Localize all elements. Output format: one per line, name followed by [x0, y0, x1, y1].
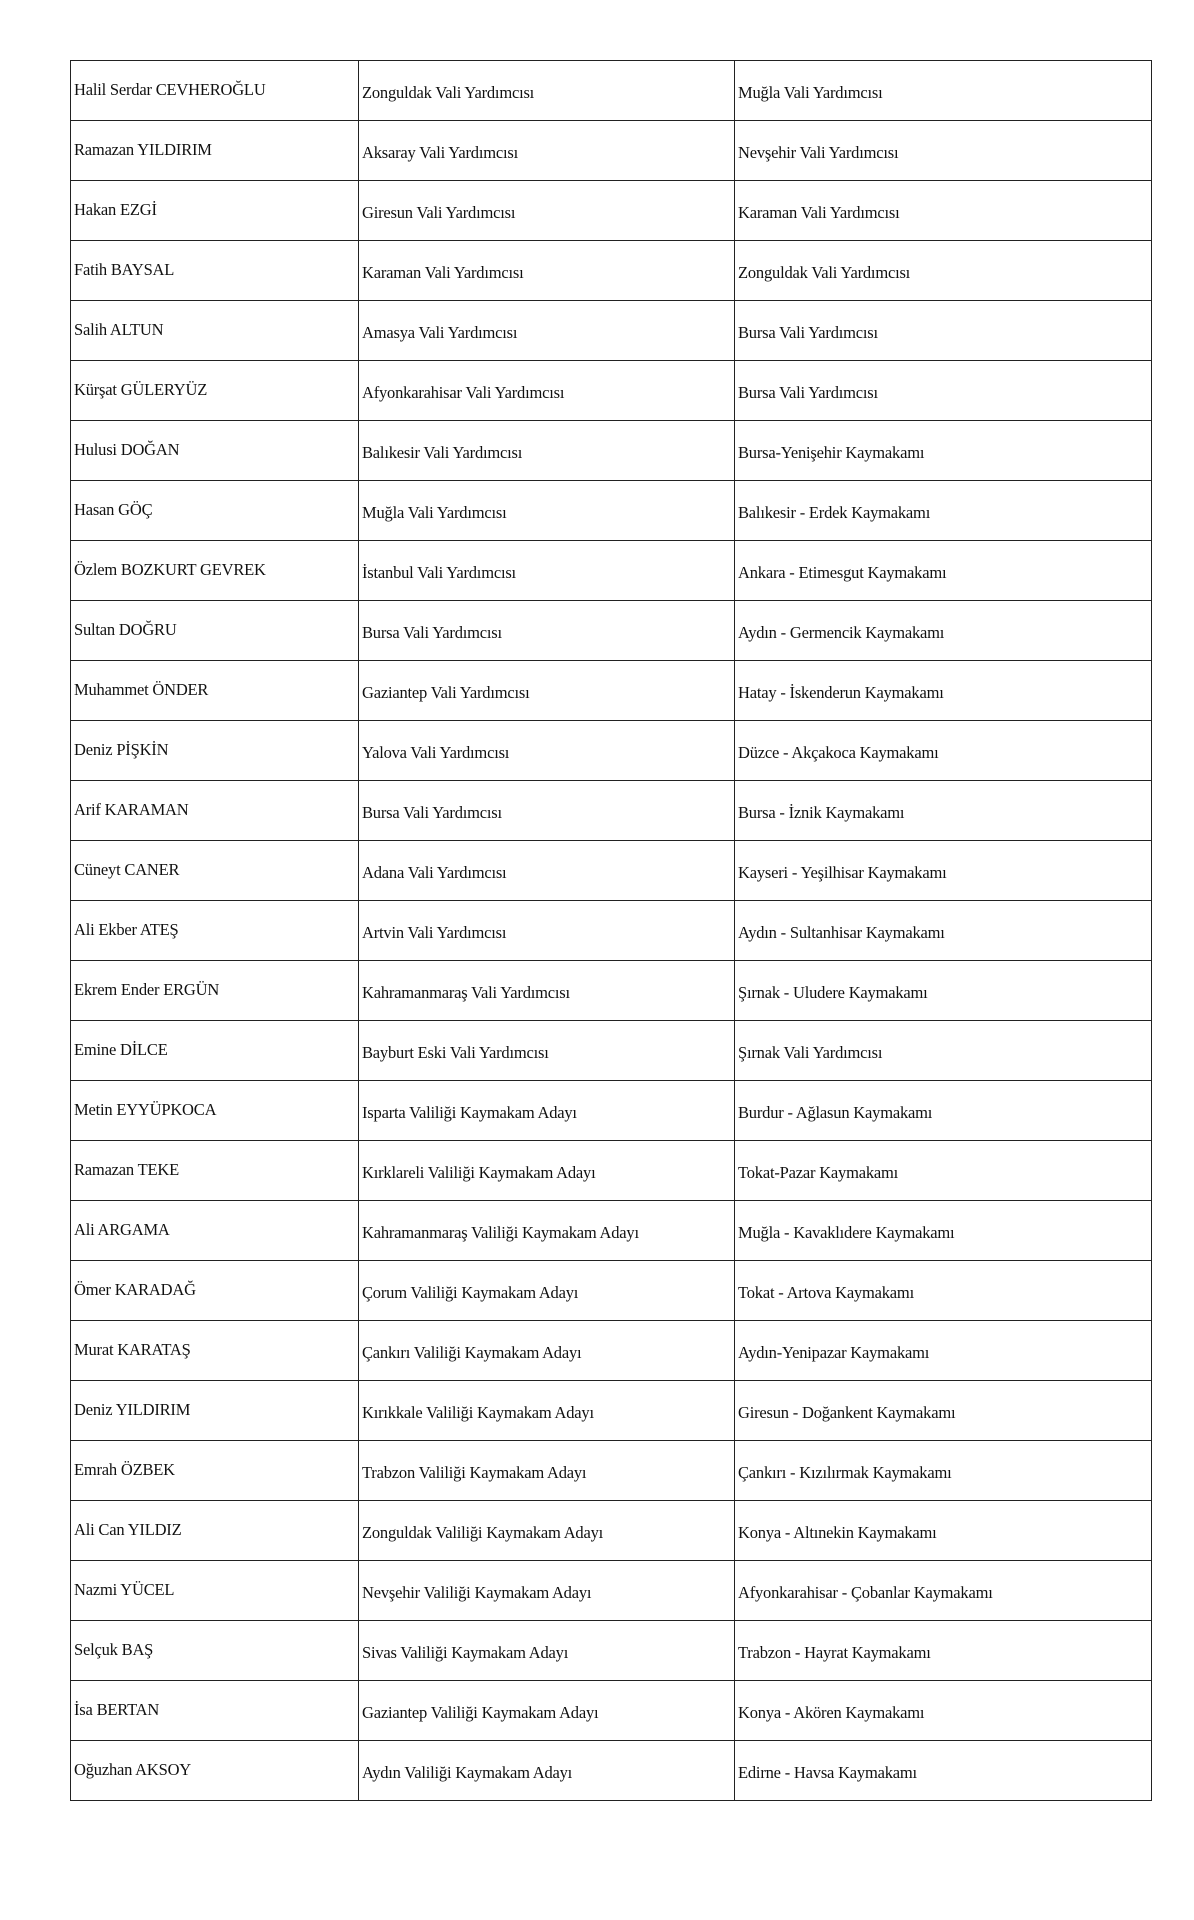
new-position-cell: Trabzon - Hayrat Kaymakamı — [735, 1621, 1152, 1681]
table-row — [71, 1201, 1152, 1261]
person-name-cell: Ali Ekber ATEŞ — [71, 901, 359, 961]
new-position-cell: Çankırı - Kızılırmak Kaymakamı — [735, 1441, 1152, 1501]
current-position-cell: Isparta Valiliği Kaymakam Adayı — [359, 1081, 735, 1141]
current-position-cell: Çorum Valiliği Kaymakam Adayı — [359, 1261, 735, 1321]
current-position-cell: Afyonkarahisar Vali Yardımcısı — [359, 361, 735, 421]
new-position-cell: Zonguldak Vali Yardımcısı — [735, 241, 1152, 301]
person-name-cell: Özlem BOZKURT GEVREK — [71, 541, 359, 601]
new-position-cell: Ankara - Etimesgut Kaymakamı — [735, 541, 1152, 601]
person-name-cell: Muhammet ÖNDER — [71, 661, 359, 721]
table-row — [71, 1441, 1152, 1501]
current-position-cell: Zonguldak Valiliği Kaymakam Adayı — [359, 1501, 735, 1561]
new-position-cell: Konya - Altınekin Kaymakamı — [735, 1501, 1152, 1561]
current-position-cell: Karaman Vali Yardımcısı — [359, 241, 735, 301]
person-name-cell: Murat KARATAŞ — [71, 1321, 359, 1381]
person-name-cell: Emrah ÖZBEK — [71, 1441, 359, 1501]
current-position-cell: Trabzon Valiliği Kaymakam Adayı — [359, 1441, 735, 1501]
new-position-cell: Muğla Vali Yardımcısı — [735, 61, 1152, 121]
person-name-cell: Ekrem Ender ERGÜN — [71, 961, 359, 1021]
new-position-cell: Karaman Vali Yardımcısı — [735, 181, 1152, 241]
appointments-table-body — [71, 61, 1152, 1801]
current-position-cell: Çankırı Valiliği Kaymakam Adayı — [359, 1321, 735, 1381]
table-row — [71, 1081, 1152, 1141]
current-position-cell: Artvin Vali Yardımcısı — [359, 901, 735, 961]
current-position-cell: Sivas Valiliği Kaymakam Adayı — [359, 1621, 735, 1681]
new-position-cell: Bursa-Yenişehir Kaymakamı — [735, 421, 1152, 481]
new-position-cell: Aydın - Germencik Kaymakamı — [735, 601, 1152, 661]
current-position-cell: İstanbul Vali Yardımcısı — [359, 541, 735, 601]
person-name-cell: Ömer KARADAĞ — [71, 1261, 359, 1321]
current-position-cell: Kahramanmaraş Vali Yardımcısı — [359, 961, 735, 1021]
table-row — [71, 1021, 1152, 1081]
person-name-cell: İsa BERTAN — [71, 1681, 359, 1741]
current-position-cell: Balıkesir Vali Yardımcısı — [359, 421, 735, 481]
table-row — [71, 661, 1152, 721]
new-position-cell: Bursa - İznik Kaymakamı — [735, 781, 1152, 841]
table-row — [71, 1561, 1152, 1621]
current-position-cell: Gaziantep Vali Yardımcısı — [359, 661, 735, 721]
person-name-cell: Ramazan TEKE — [71, 1141, 359, 1201]
new-position-cell: Kayseri - Yeşilhisar Kaymakamı — [735, 841, 1152, 901]
table-row — [71, 1321, 1152, 1381]
table-row — [71, 241, 1152, 301]
new-position-cell: Aydın-Yenipazar Kaymakamı — [735, 1321, 1152, 1381]
person-name-cell: Hulusi DOĞAN — [71, 421, 359, 481]
current-position-cell: Zonguldak Vali Yardımcısı — [359, 61, 735, 121]
person-name-cell: Sultan DOĞRU — [71, 601, 359, 661]
person-name-cell: Metin EYYÜPKOCA — [71, 1081, 359, 1141]
person-name-cell: Nazmi YÜCEL — [71, 1561, 359, 1621]
new-position-cell: Nevşehir Vali Yardımcısı — [735, 121, 1152, 181]
new-position-cell: Bursa Vali Yardımcısı — [735, 301, 1152, 361]
person-name-cell: Emine DİLCE — [71, 1021, 359, 1081]
person-name-cell: Ali ARGAMA — [71, 1201, 359, 1261]
person-name-cell: Cüneyt CANER — [71, 841, 359, 901]
person-name-cell: Ali Can YILDIZ — [71, 1501, 359, 1561]
new-position-cell: Tokat - Artova Kaymakamı — [735, 1261, 1152, 1321]
current-position-cell: Kahramanmaraş Valiliği Kaymakam Adayı — [359, 1201, 735, 1261]
new-position-cell: Bursa Vali Yardımcısı — [735, 361, 1152, 421]
current-position-cell: Bursa Vali Yardımcısı — [359, 781, 735, 841]
person-name-cell: Deniz PİŞKİN — [71, 721, 359, 781]
person-name-cell: Halil Serdar CEVHEROĞLU — [71, 61, 359, 121]
table-row — [71, 481, 1152, 541]
person-name-cell: Salih ALTUN — [71, 301, 359, 361]
current-position-cell: Nevşehir Valiliği Kaymakam Adayı — [359, 1561, 735, 1621]
appointments-table — [70, 60, 1152, 1801]
current-position-cell: Adana Vali Yardımcısı — [359, 841, 735, 901]
new-position-cell: Afyonkarahisar - Çobanlar Kaymakamı — [735, 1561, 1152, 1621]
table-row — [71, 901, 1152, 961]
new-position-cell: Düzce - Akçakoca Kaymakamı — [735, 721, 1152, 781]
new-position-cell: Konya - Akören Kaymakamı — [735, 1681, 1152, 1741]
table-row — [71, 601, 1152, 661]
current-position-cell: Muğla Vali Yardımcısı — [359, 481, 735, 541]
table-row — [71, 1621, 1152, 1681]
table-row — [71, 1741, 1152, 1801]
current-position-cell: Kırıkkale Valiliği Kaymakam Adayı — [359, 1381, 735, 1441]
table-row — [71, 301, 1152, 361]
table-row — [71, 361, 1152, 421]
current-position-cell: Aydın Valiliği Kaymakam Adayı — [359, 1741, 735, 1801]
person-name-cell: Kürşat GÜLERYÜZ — [71, 361, 359, 421]
table-row — [71, 841, 1152, 901]
person-name-cell: Ramazan YILDIRIM — [71, 121, 359, 181]
person-name-cell: Selçuk BAŞ — [71, 1621, 359, 1681]
table-row — [71, 61, 1152, 121]
current-position-cell: Aksaray Vali Yardımcısı — [359, 121, 735, 181]
new-position-cell: Muğla - Kavaklıdere Kaymakamı — [735, 1201, 1152, 1261]
table-row — [71, 1681, 1152, 1741]
person-name-cell: Hasan GÖÇ — [71, 481, 359, 541]
table-row — [71, 1141, 1152, 1201]
new-position-cell: Şırnak - Uludere Kaymakamı — [735, 961, 1152, 1021]
table-row — [71, 721, 1152, 781]
table-row — [71, 781, 1152, 841]
table-row — [71, 541, 1152, 601]
new-position-cell: Balıkesir - Erdek Kaymakamı — [735, 481, 1152, 541]
table-row — [71, 121, 1152, 181]
person-name-cell: Deniz YILDIRIM — [71, 1381, 359, 1441]
new-position-cell: Giresun - Doğankent Kaymakamı — [735, 1381, 1152, 1441]
person-name-cell: Hakan EZGİ — [71, 181, 359, 241]
table-row — [71, 1381, 1152, 1441]
table-row — [71, 1261, 1152, 1321]
current-position-cell: Gaziantep Valiliği Kaymakam Adayı — [359, 1681, 735, 1741]
table-row — [71, 1501, 1152, 1561]
new-position-cell: Edirne - Havsa Kaymakamı — [735, 1741, 1152, 1801]
table-row — [71, 181, 1152, 241]
person-name-cell: Oğuzhan AKSOY — [71, 1741, 359, 1801]
person-name-cell: Fatih BAYSAL — [71, 241, 359, 301]
new-position-cell: Aydın - Sultanhisar Kaymakamı — [735, 901, 1152, 961]
current-position-cell: Amasya Vali Yardımcısı — [359, 301, 735, 361]
new-position-cell: Hatay - İskenderun Kaymakamı — [735, 661, 1152, 721]
new-position-cell: Tokat-Pazar Kaymakamı — [735, 1141, 1152, 1201]
current-position-cell: Bayburt Eski Vali Yardımcısı — [359, 1021, 735, 1081]
new-position-cell: Şırnak Vali Yardımcısı — [735, 1021, 1152, 1081]
new-position-cell: Burdur - Ağlasun Kaymakamı — [735, 1081, 1152, 1141]
current-position-cell: Bursa Vali Yardımcısı — [359, 601, 735, 661]
person-name-cell: Arif KARAMAN — [71, 781, 359, 841]
current-position-cell: Yalova Vali Yardımcısı — [359, 721, 735, 781]
table-row — [71, 421, 1152, 481]
current-position-cell: Kırklareli Valiliği Kaymakam Adayı — [359, 1141, 735, 1201]
table-row — [71, 961, 1152, 1021]
current-position-cell: Giresun Vali Yardımcısı — [359, 181, 735, 241]
